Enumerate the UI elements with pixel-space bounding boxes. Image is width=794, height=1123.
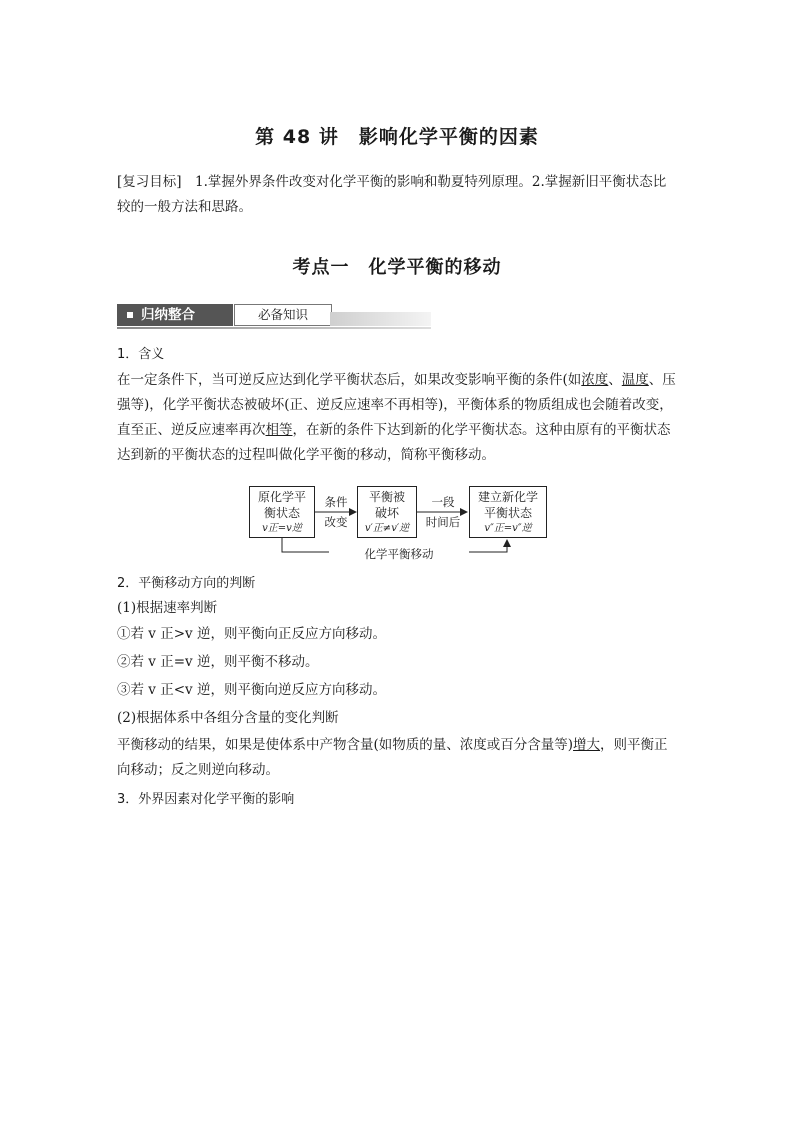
review-goal bbox=[117, 170, 679, 220]
s1-paragraph bbox=[117, 368, 679, 468]
flow-box-new bbox=[469, 486, 547, 538]
section-title: 考点一 化学平衡的移动 bbox=[292, 257, 502, 278]
s2-case3: ③若 v 正<v 逆，则平衡向逆反应方向移动。 bbox=[117, 682, 386, 698]
s2-sub1: (1)根据速率判断 bbox=[117, 600, 218, 616]
flow-bottom-label: 化学平衡移动 bbox=[329, 546, 469, 563]
s1-heading: 1．含义 bbox=[117, 347, 165, 362]
review-goal-tag: [复习目标] bbox=[117, 174, 182, 190]
s1-text-a: 在一定条件下，当可逆反应达到化学平衡状态后，如果改变影响平衡的条件(如 bbox=[117, 372, 582, 388]
box2-line2: 破坏 bbox=[374, 506, 399, 520]
s1-blank-1: 浓度 bbox=[581, 372, 609, 388]
box3-line3: v″正=v″逆 bbox=[484, 523, 532, 534]
s1-blank-2: 温度 bbox=[621, 372, 649, 388]
flow-diagram bbox=[249, 486, 547, 564]
s1-blank-3: 相等 bbox=[265, 422, 293, 438]
banner-tail bbox=[330, 312, 431, 326]
arrow2-bottom: 时间后 bbox=[425, 515, 461, 529]
s2-case1: ①若 v 正>v 逆，则平衡向正反应方向移动。 bbox=[117, 626, 386, 642]
arrow1-bottom: 改变 bbox=[324, 515, 348, 529]
s1-text-c: ，在新的条件下达到新的化学平衡状态。这种由原有的平衡状态达到新的平衡状态的过程叫做化学平衡的移动，简称平衡移动。 bbox=[117, 422, 671, 463]
arrow1-top: 条件 bbox=[324, 495, 348, 509]
s2-paragraph bbox=[117, 733, 679, 783]
box1-line3: v正=v逆 bbox=[262, 523, 302, 534]
s2-text-b: ，则平衡正向移动；反之则逆向移动。 bbox=[117, 737, 668, 778]
flow-box-broken bbox=[357, 486, 417, 538]
banner-main-label: 归纳整合 bbox=[141, 307, 195, 323]
s2-text-a: 平衡移动的结果，如果是使体系中产物含量(如物质的量、浓度或百分含量等) bbox=[117, 737, 574, 753]
box1-line1: 原化学平 bbox=[257, 490, 306, 504]
page-title: 第 48 讲 影响化学平衡的因素 bbox=[255, 126, 539, 148]
s2-blank-1: 增大 bbox=[573, 737, 601, 753]
box1-line2: 衡状态 bbox=[263, 506, 300, 520]
s3-heading: 3．外界因素对化学平衡的影响 bbox=[117, 792, 295, 807]
box3-line1: 建立新化学 bbox=[477, 490, 538, 504]
flow-box-original bbox=[249, 486, 315, 538]
arrow2-top: 一段 bbox=[431, 495, 455, 509]
s2-case2: ②若 v 正=v 逆，则平衡不移动。 bbox=[117, 654, 319, 670]
s1-text-b: 、压强等)，化学平衡状态被破坏(正、逆反应速率不再相等)，平衡体系的物质组成也会随着改变，直至正、逆反应速率再次 bbox=[117, 372, 676, 438]
s2-sub2: (2)根据体系中各组分含量的变化判断 bbox=[117, 710, 339, 726]
s2-heading: 2．平衡移动方向的判断 bbox=[117, 576, 256, 591]
box2-line1: 平衡被 bbox=[368, 490, 405, 504]
banner-main bbox=[117, 304, 233, 326]
s1-sep: 、 bbox=[608, 372, 622, 388]
review-goal-text: 1.掌握外界条件改变对化学平衡的影响和勒夏特列原理。2.掌握新旧平衡状态比较的一般方法和思路。 bbox=[117, 174, 667, 215]
box2-line3: v′正≠v′逆 bbox=[364, 523, 410, 534]
banner-underline bbox=[117, 327, 431, 329]
banner-sub: 必备知识 bbox=[234, 304, 332, 326]
knowledge-banner bbox=[117, 304, 431, 328]
square-icon bbox=[127, 312, 133, 318]
box3-line2: 平衡状态 bbox=[483, 506, 532, 520]
